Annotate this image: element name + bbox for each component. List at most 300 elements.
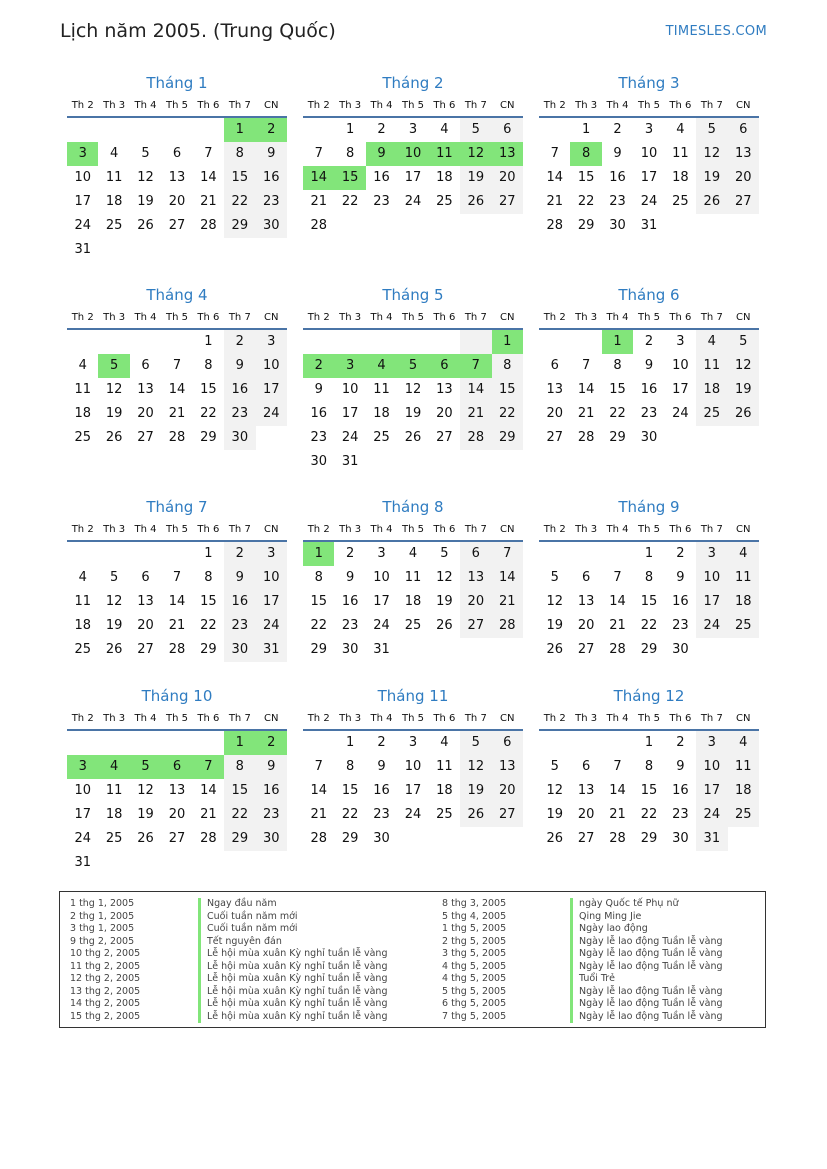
day-cell[interactable]: 9 [377, 759, 386, 774]
day-cell[interactable]: 29 [224, 214, 255, 238]
day-cell[interactable]: 18 [696, 378, 727, 402]
day-cell[interactable]: 17 [404, 783, 422, 798]
day-cell[interactable]: 4 [109, 146, 119, 161]
day-cell[interactable]: 4 [78, 358, 87, 373]
day-cell[interactable]: 15 [310, 594, 327, 609]
day-cell[interactable]: 17 [640, 170, 658, 185]
day-cell[interactable]: 3 [408, 122, 418, 137]
day-cell[interactable]: 20 [546, 406, 563, 421]
day-cell[interactable]: 25 [105, 831, 123, 846]
day-cell[interactable]: 12 [460, 755, 491, 779]
day-cell[interactable]: 15 [200, 382, 217, 397]
day-cell[interactable]: 2 [613, 122, 622, 137]
day-cell[interactable]: 20 [137, 618, 154, 633]
day-cell[interactable]: 22 [609, 406, 626, 421]
day-cell[interactable]: 10 [256, 566, 287, 590]
day-cell[interactable]: 1 [303, 542, 334, 566]
day-cell[interactable]: 25 [696, 402, 727, 426]
day-cell[interactable]: 20 [436, 406, 453, 421]
day-cell[interactable]: 15 [640, 594, 658, 609]
day-cell[interactable]: 4 [78, 570, 87, 585]
day-cell[interactable]: 7 [314, 146, 323, 161]
day-cell[interactable]: 24 [696, 803, 727, 827]
day-cell[interactable]: 30 [224, 426, 255, 450]
day-cell[interactable]: 30 [310, 454, 327, 469]
day-cell[interactable]: 15 [341, 783, 359, 798]
day-cell[interactable]: 17 [256, 590, 287, 614]
day-cell[interactable]: 26 [105, 642, 123, 657]
day-cell[interactable]: 29 [640, 831, 658, 846]
day-cell[interactable]: 11 [672, 146, 689, 161]
day-cell[interactable]: 6 [172, 146, 182, 161]
day-cell[interactable]: 2 [256, 118, 287, 142]
day-cell[interactable]: 13 [728, 142, 759, 166]
day-cell[interactable]: 10 [341, 382, 359, 397]
day-cell[interactable]: 12 [728, 354, 759, 378]
day-cell[interactable]: 17 [74, 807, 91, 822]
day-cell[interactable]: 2 [224, 330, 255, 354]
day-cell[interactable]: 30 [224, 638, 255, 662]
day-cell[interactable]: 13 [546, 382, 563, 397]
day-cell[interactable]: 21 [310, 807, 327, 822]
day-cell[interactable]: 1 [644, 735, 654, 750]
day-cell[interactable]: 6 [581, 759, 591, 774]
day-cell[interactable]: 5 [130, 755, 161, 779]
day-cell[interactable]: 11 [429, 142, 460, 166]
day-cell[interactable]: 7 [613, 570, 622, 585]
day-cell[interactable]: 6 [550, 358, 559, 373]
day-cell[interactable]: 18 [436, 170, 453, 185]
day-cell[interactable]: 4 [440, 735, 449, 750]
day-cell[interactable]: 9 [613, 146, 622, 161]
day-cell[interactable]: 19 [436, 594, 453, 609]
day-cell[interactable]: 16 [640, 382, 658, 397]
day-cell[interactable]: 27 [460, 614, 491, 638]
day-cell[interactable]: 9 [345, 570, 355, 585]
day-cell[interactable]: 17 [404, 170, 422, 185]
day-cell[interactable]: 27 [546, 430, 563, 445]
day-cell[interactable]: 8 [224, 142, 255, 166]
day-cell[interactable]: 4 [728, 542, 759, 566]
day-cell[interactable]: 19 [137, 807, 154, 822]
day-cell[interactable]: 16 [224, 590, 255, 614]
day-cell[interactable]: 14 [168, 594, 186, 609]
day-cell[interactable]: 18 [105, 807, 123, 822]
day-cell[interactable]: 20 [168, 807, 186, 822]
day-cell[interactable]: 13 [168, 783, 186, 798]
day-cell[interactable]: 21 [546, 194, 563, 209]
day-cell[interactable]: 23 [672, 807, 689, 822]
day-cell[interactable]: 26 [460, 803, 491, 827]
day-cell[interactable]: 20 [492, 166, 523, 190]
day-cell[interactable]: 8 [345, 146, 355, 161]
day-cell[interactable]: 1 [644, 546, 654, 561]
day-cell[interactable]: 24 [640, 194, 658, 209]
day-cell[interactable]: 8 [345, 759, 355, 774]
day-cell[interactable]: 21 [492, 590, 523, 614]
day-cell[interactable]: 28 [577, 430, 595, 445]
day-cell[interactable]: 28 [609, 831, 626, 846]
day-cell[interactable]: 21 [200, 194, 217, 209]
day-cell[interactable]: 18 [436, 783, 453, 798]
day-cell[interactable]: 7 [460, 354, 491, 378]
day-cell[interactable]: 11 [373, 382, 390, 397]
day-cell[interactable]: 25 [105, 218, 123, 233]
day-cell[interactable]: 3 [67, 755, 98, 779]
day-cell[interactable]: 15 [200, 594, 217, 609]
day-cell[interactable]: 11 [74, 594, 91, 609]
day-cell[interactable]: 26 [696, 190, 727, 214]
day-cell[interactable]: 10 [672, 358, 689, 373]
day-cell[interactable]: 14 [546, 170, 563, 185]
day-cell[interactable]: 22 [200, 618, 217, 633]
day-cell[interactable]: 12 [546, 594, 563, 609]
day-cell[interactable]: 2 [377, 122, 386, 137]
day-cell[interactable]: 14 [200, 170, 217, 185]
day-cell[interactable]: 11 [105, 783, 123, 798]
day-cell[interactable]: 5 [109, 570, 119, 585]
day-cell[interactable]: 16 [672, 594, 689, 609]
day-cell[interactable]: 6 [460, 542, 491, 566]
day-cell[interactable]: 28 [168, 642, 186, 657]
day-cell[interactable]: 14 [609, 783, 626, 798]
day-cell[interactable]: 29 [200, 642, 217, 657]
day-cell[interactable]: 3 [256, 330, 287, 354]
day-cell[interactable]: 29 [577, 218, 595, 233]
day-cell[interactable]: 21 [609, 807, 626, 822]
day-cell[interactable]: 24 [256, 402, 287, 426]
day-cell[interactable]: 12 [546, 783, 563, 798]
day-cell[interactable]: 28 [460, 426, 491, 450]
day-cell[interactable]: 10 [74, 170, 91, 185]
day-cell[interactable]: 12 [137, 170, 154, 185]
day-cell[interactable]: 7 [613, 759, 622, 774]
day-cell[interactable]: 28 [492, 614, 523, 638]
day-cell[interactable]: 29 [640, 642, 658, 657]
day-cell[interactable]: 4 [408, 546, 418, 561]
day-cell[interactable]: 3 [256, 542, 287, 566]
day-cell[interactable]: 30 [341, 642, 359, 657]
day-cell[interactable]: 21 [310, 194, 327, 209]
day-cell[interactable]: 11 [436, 759, 453, 774]
day-cell[interactable]: 10 [696, 755, 727, 779]
day-cell[interactable]: 30 [373, 831, 390, 846]
day-cell[interactable]: 18 [74, 406, 91, 421]
day-cell[interactable]: 16 [373, 783, 390, 798]
day-cell[interactable]: 15 [609, 382, 626, 397]
day-cell[interactable]: 14 [303, 166, 334, 190]
day-cell[interactable]: 5 [728, 330, 759, 354]
day-cell[interactable]: 31 [74, 855, 91, 870]
day-cell[interactable]: 4 [366, 354, 397, 378]
day-cell[interactable]: 27 [168, 831, 186, 846]
day-cell[interactable]: 9 [676, 570, 685, 585]
day-cell[interactable]: 1 [224, 731, 255, 755]
day-cell[interactable]: 20 [577, 618, 595, 633]
day-cell[interactable]: 1 [581, 122, 591, 137]
day-cell[interactable]: 25 [373, 430, 390, 445]
day-cell[interactable]: 20 [168, 194, 186, 209]
day-cell[interactable]: 15 [224, 166, 255, 190]
day-cell[interactable]: 2 [676, 546, 685, 561]
day-cell[interactable]: 23 [224, 614, 255, 638]
day-cell[interactable]: 19 [696, 166, 727, 190]
day-cell[interactable]: 3 [408, 735, 418, 750]
day-cell[interactable]: 5 [460, 731, 491, 755]
day-cell[interactable]: 21 [609, 618, 626, 633]
day-cell[interactable]: 24 [74, 831, 91, 846]
day-cell[interactable]: 27 [168, 218, 186, 233]
day-cell[interactable]: 29 [341, 831, 359, 846]
site-logo[interactable]: TIMESLES.COM [665, 24, 767, 39]
day-cell[interactable]: 15 [224, 779, 255, 803]
day-cell[interactable]: 17 [696, 590, 727, 614]
day-cell[interactable]: 13 [137, 382, 154, 397]
day-cell[interactable]: 31 [640, 218, 658, 233]
day-cell[interactable]: 30 [640, 430, 658, 445]
day-cell[interactable]: 14 [168, 382, 186, 397]
day-cell[interactable]: 3 [696, 542, 727, 566]
day-cell[interactable]: 10 [696, 566, 727, 590]
day-cell[interactable]: 11 [696, 354, 727, 378]
day-cell[interactable]: 16 [609, 170, 626, 185]
day-cell[interactable]: 19 [460, 779, 491, 803]
day-cell[interactable]: 3 [676, 334, 685, 349]
day-cell[interactable]: 28 [310, 218, 327, 233]
day-cell[interactable]: 26 [137, 218, 154, 233]
day-cell[interactable]: 24 [256, 614, 287, 638]
day-cell[interactable]: 23 [224, 402, 255, 426]
day-cell[interactable]: 18 [105, 194, 123, 209]
day-cell[interactable]: 20 [728, 166, 759, 190]
day-cell[interactable]: 4 [728, 731, 759, 755]
day-cell[interactable]: 21 [168, 618, 186, 633]
day-cell[interactable]: 18 [672, 170, 689, 185]
day-cell[interactable]: 27 [137, 642, 154, 657]
day-cell[interactable]: 29 [200, 430, 217, 445]
day-cell[interactable]: 9 [256, 755, 287, 779]
day-cell[interactable]: 23 [310, 430, 327, 445]
day-cell[interactable]: 28 [546, 218, 563, 233]
day-cell[interactable]: 6 [492, 118, 523, 142]
day-cell[interactable]: 14 [200, 783, 217, 798]
day-cell[interactable]: 11 [74, 382, 91, 397]
day-cell[interactable]: 8 [644, 759, 654, 774]
day-cell[interactable]: 4 [696, 330, 727, 354]
day-cell[interactable]: 1 [345, 122, 355, 137]
day-cell[interactable]: 13 [577, 783, 595, 798]
day-cell[interactable]: 15 [334, 166, 365, 190]
day-cell[interactable]: 22 [492, 402, 523, 426]
day-cell[interactable]: 25 [672, 194, 689, 209]
day-cell[interactable]: 3 [644, 122, 654, 137]
day-cell[interactable]: 17 [696, 779, 727, 803]
day-cell[interactable]: 6 [141, 570, 150, 585]
day-cell[interactable]: 8 [644, 570, 654, 585]
day-cell[interactable]: 18 [404, 594, 422, 609]
day-cell[interactable]: 20 [492, 779, 523, 803]
day-cell[interactable]: 6 [141, 358, 150, 373]
day-cell[interactable]: 18 [728, 590, 759, 614]
day-cell[interactable]: 6 [581, 570, 591, 585]
day-cell[interactable]: 21 [577, 406, 595, 421]
day-cell[interactable]: 19 [546, 618, 563, 633]
day-cell[interactable]: 8 [204, 358, 213, 373]
day-cell[interactable]: 7 [172, 358, 182, 373]
day-cell[interactable]: 12 [436, 570, 453, 585]
day-cell[interactable]: 16 [672, 783, 689, 798]
day-cell[interactable]: 12 [105, 382, 123, 397]
day-cell[interactable]: 28 [200, 831, 217, 846]
day-cell[interactable]: 30 [256, 827, 287, 851]
day-cell[interactable]: 18 [728, 779, 759, 803]
day-cell[interactable]: 1 [204, 334, 213, 349]
day-cell[interactable]: 21 [168, 406, 186, 421]
day-cell[interactable]: 7 [172, 570, 182, 585]
day-cell[interactable]: 26 [404, 430, 422, 445]
day-cell[interactable]: 25 [728, 614, 759, 638]
day-cell[interactable]: 31 [373, 642, 390, 657]
day-cell[interactable]: 24 [341, 430, 359, 445]
day-cell[interactable]: 26 [546, 831, 563, 846]
day-cell[interactable]: 5 [550, 570, 559, 585]
day-cell[interactable]: 23 [373, 194, 390, 209]
day-cell[interactable]: 25 [404, 618, 422, 633]
day-cell[interactable]: 25 [74, 430, 91, 445]
day-cell[interactable]: 10 [640, 146, 658, 161]
day-cell[interactable]: 1 [224, 118, 255, 142]
day-cell[interactable]: 11 [728, 566, 759, 590]
day-cell[interactable]: 27 [492, 803, 523, 827]
day-cell[interactable]: 17 [672, 382, 689, 397]
day-cell[interactable]: 7 [550, 146, 559, 161]
day-cell[interactable]: 9 [224, 354, 255, 378]
day-cell[interactable]: 19 [137, 194, 154, 209]
day-cell[interactable]: 23 [256, 190, 287, 214]
day-cell[interactable]: 5 [550, 759, 559, 774]
day-cell[interactable]: 29 [310, 642, 327, 657]
day-cell[interactable]: 26 [137, 831, 154, 846]
day-cell[interactable]: 24 [373, 618, 390, 633]
day-cell[interactable]: 26 [105, 430, 123, 445]
day-cell[interactable]: 31 [74, 242, 91, 257]
day-cell[interactable]: 16 [224, 378, 255, 402]
day-cell[interactable]: 18 [373, 406, 390, 421]
day-cell[interactable]: 9 [314, 382, 323, 397]
day-cell[interactable]: 7 [204, 146, 213, 161]
day-cell[interactable]: 21 [460, 402, 491, 426]
day-cell[interactable]: 13 [577, 594, 595, 609]
day-cell[interactable]: 21 [200, 807, 217, 822]
day-cell[interactable]: 14 [577, 382, 595, 397]
day-cell[interactable]: 19 [546, 807, 563, 822]
day-cell[interactable]: 8 [613, 358, 622, 373]
day-cell[interactable]: 23 [256, 803, 287, 827]
day-cell[interactable]: 24 [404, 807, 422, 822]
day-cell[interactable]: 12 [404, 382, 422, 397]
day-cell[interactable]: 7 [314, 759, 323, 774]
day-cell[interactable]: 18 [74, 618, 91, 633]
day-cell[interactable]: 20 [460, 590, 491, 614]
day-cell[interactable]: 13 [436, 382, 453, 397]
day-cell[interactable]: 14 [492, 566, 523, 590]
day-cell[interactable]: 19 [105, 406, 123, 421]
day-cell[interactable]: 25 [436, 807, 453, 822]
day-cell[interactable]: 22 [200, 406, 217, 421]
day-cell[interactable]: 3 [696, 731, 727, 755]
day-cell[interactable]: 31 [696, 827, 727, 851]
day-cell[interactable]: 8 [204, 570, 213, 585]
day-cell[interactable]: 30 [609, 218, 626, 233]
day-cell[interactable]: 14 [460, 378, 491, 402]
day-cell[interactable]: 5 [141, 146, 150, 161]
day-cell[interactable]: 12 [137, 783, 154, 798]
day-cell[interactable]: 8 [570, 142, 601, 166]
day-cell[interactable]: 13 [137, 594, 154, 609]
day-cell[interactable]: 9 [224, 566, 255, 590]
day-cell[interactable]: 27 [728, 190, 759, 214]
day-cell[interactable]: 2 [224, 542, 255, 566]
day-cell[interactable]: 11 [404, 570, 422, 585]
day-cell[interactable]: 10 [404, 759, 422, 774]
day-cell[interactable]: 16 [256, 166, 287, 190]
day-cell[interactable]: 25 [74, 642, 91, 657]
day-cell[interactable]: 5 [98, 354, 129, 378]
day-cell[interactable]: 6 [161, 755, 192, 779]
day-cell[interactable]: 30 [672, 831, 689, 846]
day-cell[interactable]: 22 [640, 618, 658, 633]
day-cell[interactable]: 16 [256, 779, 287, 803]
day-cell[interactable]: 22 [640, 807, 658, 822]
day-cell[interactable]: 24 [74, 218, 91, 233]
day-cell[interactable]: 23 [640, 406, 658, 421]
day-cell[interactable]: 23 [672, 618, 689, 633]
day-cell[interactable]: 4 [676, 122, 685, 137]
day-cell[interactable]: 17 [256, 378, 287, 402]
day-cell[interactable]: 3 [67, 142, 98, 166]
day-cell[interactable]: 8 [492, 354, 523, 378]
day-cell[interactable]: 10 [397, 142, 428, 166]
day-cell[interactable]: 30 [256, 214, 287, 238]
day-cell[interactable]: 26 [436, 618, 453, 633]
day-cell[interactable]: 17 [74, 194, 91, 209]
day-cell[interactable]: 5 [696, 118, 727, 142]
day-cell[interactable]: 29 [224, 827, 255, 851]
day-cell[interactable]: 30 [672, 642, 689, 657]
day-cell[interactable]: 27 [577, 831, 595, 846]
day-cell[interactable]: 4 [440, 122, 449, 137]
day-cell[interactable]: 7 [492, 542, 523, 566]
day-cell[interactable]: 22 [341, 194, 359, 209]
day-cell[interactable]: 10 [74, 783, 91, 798]
day-cell[interactable]: 5 [440, 546, 449, 561]
day-cell[interactable]: 14 [609, 594, 626, 609]
day-cell[interactable]: 22 [341, 807, 359, 822]
day-cell[interactable]: 31 [256, 638, 287, 662]
day-cell[interactable]: 26 [728, 402, 759, 426]
day-cell[interactable]: 28 [168, 430, 186, 445]
day-cell[interactable]: 26 [460, 190, 491, 214]
day-cell[interactable]: 24 [696, 614, 727, 638]
day-cell[interactable]: 31 [341, 454, 359, 469]
day-cell[interactable]: 7 [581, 358, 591, 373]
day-cell[interactable]: 27 [492, 190, 523, 214]
day-cell[interactable]: 12 [696, 142, 727, 166]
day-cell[interactable]: 9 [644, 358, 654, 373]
day-cell[interactable]: 22 [310, 618, 327, 633]
day-cell[interactable]: 14 [310, 783, 327, 798]
day-cell[interactable]: 9 [366, 142, 397, 166]
